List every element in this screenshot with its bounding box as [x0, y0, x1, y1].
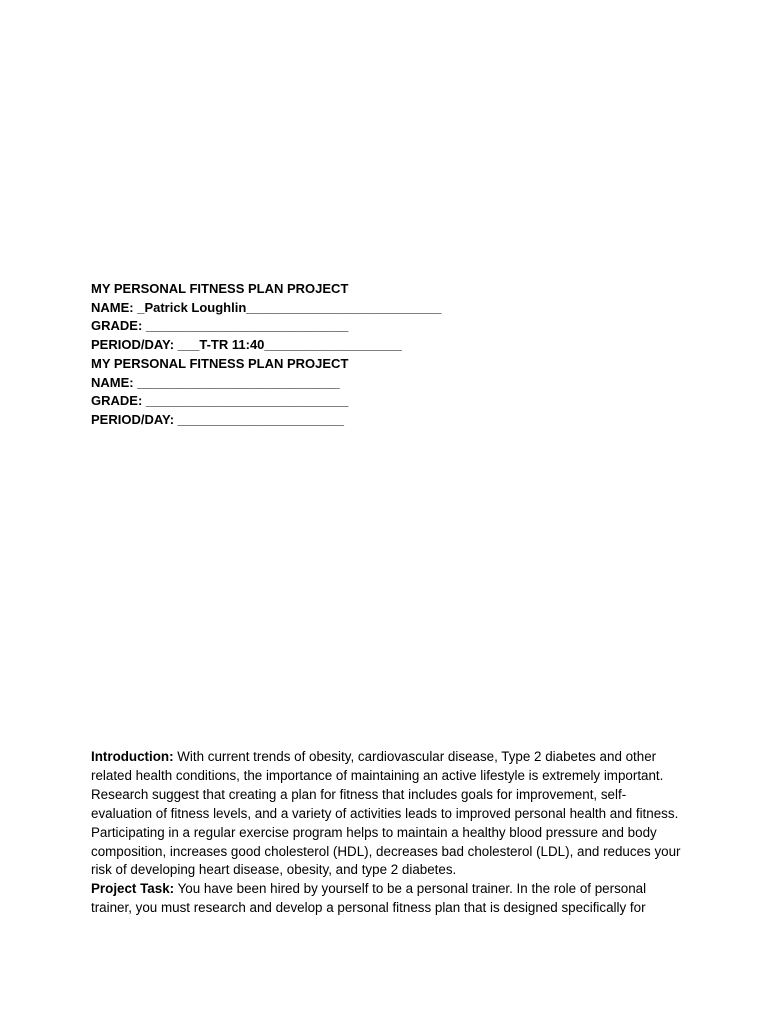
- project-task-label: Project Task:: [91, 881, 175, 897]
- grade-field-line-blank: GRADE: ____________________________: [91, 393, 349, 409]
- introduction-label: Introduction:: [91, 749, 174, 764]
- project-title: MY PERSONAL FITNESS PLAN PROJECT: [91, 281, 349, 296]
- project-title-repeat: MY PERSONAL FITNESS PLAN PROJECT: [91, 355, 349, 371]
- name-field-line: NAME: _Patrick Loughlin___________________________: [91, 299, 442, 315]
- introduction-paragraph: [91, 748, 683, 880]
- introduction-text: With current trends of obesity, cardiovascular disease, Type 2 diabetes and other related health conditions, the importance of maintaining an active lifestyle is extremely important. Research suggest that creating a plan for fitness that includes goals for improvement, self-evaluation of fitness levels, and a variety of activities leads to improved personal health and fitness. Participating in a regular exercise program helps to maintain a healthy blood pressure and body composition, increases good cholesterol (HDL), decreases bad cholesterol (LDL), and reduces your risk of developing heart disease, obesity, and type 2 diabetes.: [91, 749, 681, 878]
- project-task-paragraph: [91, 880, 683, 918]
- grade-field-line: GRADE: ____________________________: [91, 318, 349, 334]
- document-body: [91, 748, 683, 918]
- name-field-line-blank: NAME: ____________________________: [91, 374, 340, 390]
- form-header: [91, 280, 691, 430]
- period-day-field-line-blank: PERIOD/DAY: _______________________: [91, 411, 344, 427]
- project-task-text: You have been hired by yourself to be a personal trainer. In the role of personal trainer, you must research and develop a personal fitness plan that is designed specifically for: [91, 881, 647, 916]
- period-day-field-line: PERIOD/DAY: ___T-TR 11:40___________________: [91, 337, 402, 353]
